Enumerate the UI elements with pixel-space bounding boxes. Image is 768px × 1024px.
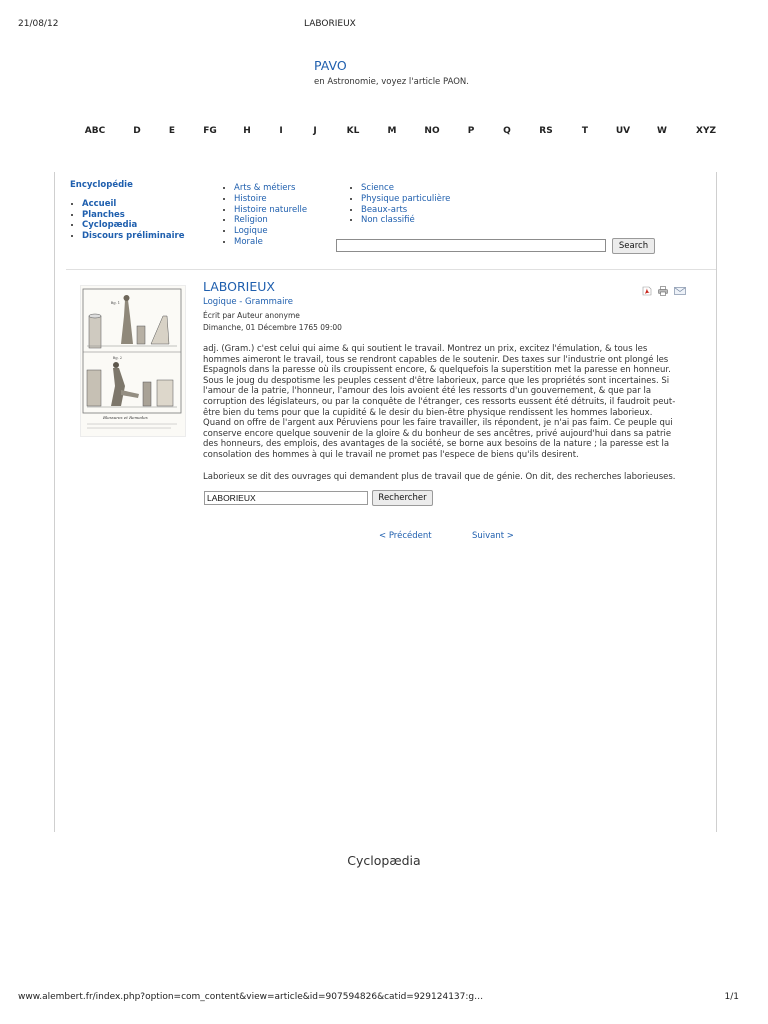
alpha-link-m[interactable]: M xyxy=(387,126,397,136)
category-list-1 xyxy=(220,183,307,248)
sidebar-item-cyclopaedia[interactable]: • Cyclopædia xyxy=(82,220,184,231)
article-date: Dimanche, 01 Décembre 1765 09:00 xyxy=(203,323,342,332)
category-histoire-naturelle[interactable]: • Histoire naturelle xyxy=(234,205,307,216)
sidebar-item-accueil[interactable]: • Accueil xyxy=(82,199,184,210)
divider xyxy=(66,269,716,270)
sidebar xyxy=(70,180,184,241)
alpha-link-xyz[interactable]: XYZ xyxy=(696,126,716,136)
pdf-icon[interactable] xyxy=(642,281,652,291)
email-icon[interactable] xyxy=(674,281,684,291)
alpha-link-rs[interactable]: RS xyxy=(539,126,553,136)
print-footer xyxy=(18,992,739,1004)
search-button[interactable]: Search xyxy=(612,238,655,254)
category-beaux-arts[interactable]: • Beaux-arts xyxy=(361,205,450,216)
alpha-link-j[interactable]: J xyxy=(313,126,317,136)
alpha-link-w[interactable]: W xyxy=(657,126,667,136)
svg-text:fig. 1: fig. 1 xyxy=(111,301,121,305)
pavo-description: en Astronomie, voyez l'article PAON. xyxy=(314,77,469,87)
print-header xyxy=(18,19,750,33)
pavo-teaser xyxy=(314,58,469,87)
pager-previous[interactable]: < Précédent xyxy=(379,531,432,541)
sidebar-menu xyxy=(70,199,184,241)
category-morale[interactable]: • Morale xyxy=(234,237,307,248)
print-url: www.alembert.fr/index.php?option=com_content&view=article&id=907594826&catid=929124137:g… xyxy=(18,992,484,1002)
sidebar-item-planches[interactable]: • Planches xyxy=(82,210,184,221)
print-page-number: 1/1 xyxy=(724,992,739,1002)
article-body xyxy=(203,344,681,482)
alpha-link-q[interactable]: Q xyxy=(503,126,511,136)
rechercher-button[interactable]: Rechercher xyxy=(372,490,433,506)
alpha-link-abc[interactable]: ABC xyxy=(84,126,106,136)
category-non-classifie[interactable]: • Non classifié xyxy=(361,215,450,226)
category-logique[interactable]: • Logique xyxy=(234,226,307,237)
category-histoire[interactable]: • Histoire xyxy=(234,194,307,205)
article-category[interactable]: Logique - Grammaire xyxy=(203,297,293,307)
alpha-link-no[interactable]: NO xyxy=(424,126,440,136)
pager-next[interactable]: Suivant > xyxy=(472,531,514,541)
alpha-link-d[interactable]: D xyxy=(133,126,141,136)
alpha-link-uv[interactable]: UV xyxy=(615,126,631,136)
sidebar-title: Encyclopédie xyxy=(70,180,133,190)
print-page-title: LABORIEUX xyxy=(304,19,356,29)
category-science[interactable]: • Science xyxy=(361,183,450,194)
sidebar-item-discours[interactable]: • Discours préliminaire xyxy=(82,231,184,242)
svg-text:fig. 2: fig. 2 xyxy=(113,356,123,360)
print-icon[interactable] xyxy=(658,281,668,291)
alpha-link-fg[interactable]: FG xyxy=(203,126,217,136)
category-religion[interactable]: • Religion xyxy=(234,215,307,226)
article xyxy=(203,279,687,493)
svg-text:Blessures et Remedes: Blessures et Remedes xyxy=(103,415,148,420)
engraving-illustration xyxy=(81,286,185,436)
alpha-link-h[interactable]: H xyxy=(243,126,251,136)
category-list-2 xyxy=(347,183,450,226)
alpha-link-p[interactable]: P xyxy=(467,126,475,136)
print-date: 21/08/12 xyxy=(18,19,59,29)
alpha-link-kl[interactable]: KL xyxy=(346,126,360,136)
pavo-link[interactable]: PAVO xyxy=(314,58,347,73)
article-paragraph-1: adj. (Gram.) c'est celui qui aime & qui soutient le travail. Montrez un prix, excitez l'émulation, & tous les hommes aimeront le travail, tous se rendront capables de le soutenir. Des taxes sur l'industrie ont plongé les Espagnols dans la paresse où ils croupissent encore, & quelquefois la superstition met la paresse en honneur. Sous le joug du despotisme les peuples cessent d'être laborieux, parce que les propriétés sont incertaines. Si l'amour de la patrie, l'honneur, l'amour des lois avoient été les ressorts d'un gouvernement, & que par la corruption des législateurs, ou par la conquête de l'étranger, ces ressorts eussent été détruits, il faudroit peut-être bien du tems pour que la cupidité & le desir du bien-être physique rendissent les hommes laborieux. Quand on offre de l'argent aux Péruviens pour les faire travailler, ils répondent, je n'ai pas faim. Ce peuple qui conserve encore quelque souvenir de la gloire & du bonheur de ses ancêtres, privé aujourd'hui dans sa patrie des honneurs, des emplois, des avantages de la société, se borne aux besoins de la nature ; la paresse est la consolation des hommes à qui le travail ne promet pas l'espece de biens qu'ils desirent. xyxy=(203,344,676,460)
site-search-input[interactable] xyxy=(336,239,606,252)
category-physique-particuliere[interactable]: • Physique particulière xyxy=(361,194,450,205)
illustration-plate xyxy=(80,285,186,437)
article-author: Écrit par Auteur anonyme xyxy=(203,311,300,320)
alphabet-nav xyxy=(0,126,768,138)
article-paragraph-2: Laborieux se dit des ouvrages qui demandent plus de travail que de génie. On dit, des recherches laborieuses. xyxy=(203,471,676,482)
article-title[interactable]: LABORIEUX xyxy=(203,279,275,294)
article-search-input[interactable] xyxy=(204,491,368,505)
alpha-link-e[interactable]: E xyxy=(168,126,176,136)
alpha-link-i[interactable]: I xyxy=(279,126,283,136)
category-arts-metiers[interactable]: • Arts & métiers xyxy=(234,183,307,194)
footer-title: Cyclopædia xyxy=(347,853,421,868)
alpha-link-t[interactable]: T xyxy=(581,126,589,136)
